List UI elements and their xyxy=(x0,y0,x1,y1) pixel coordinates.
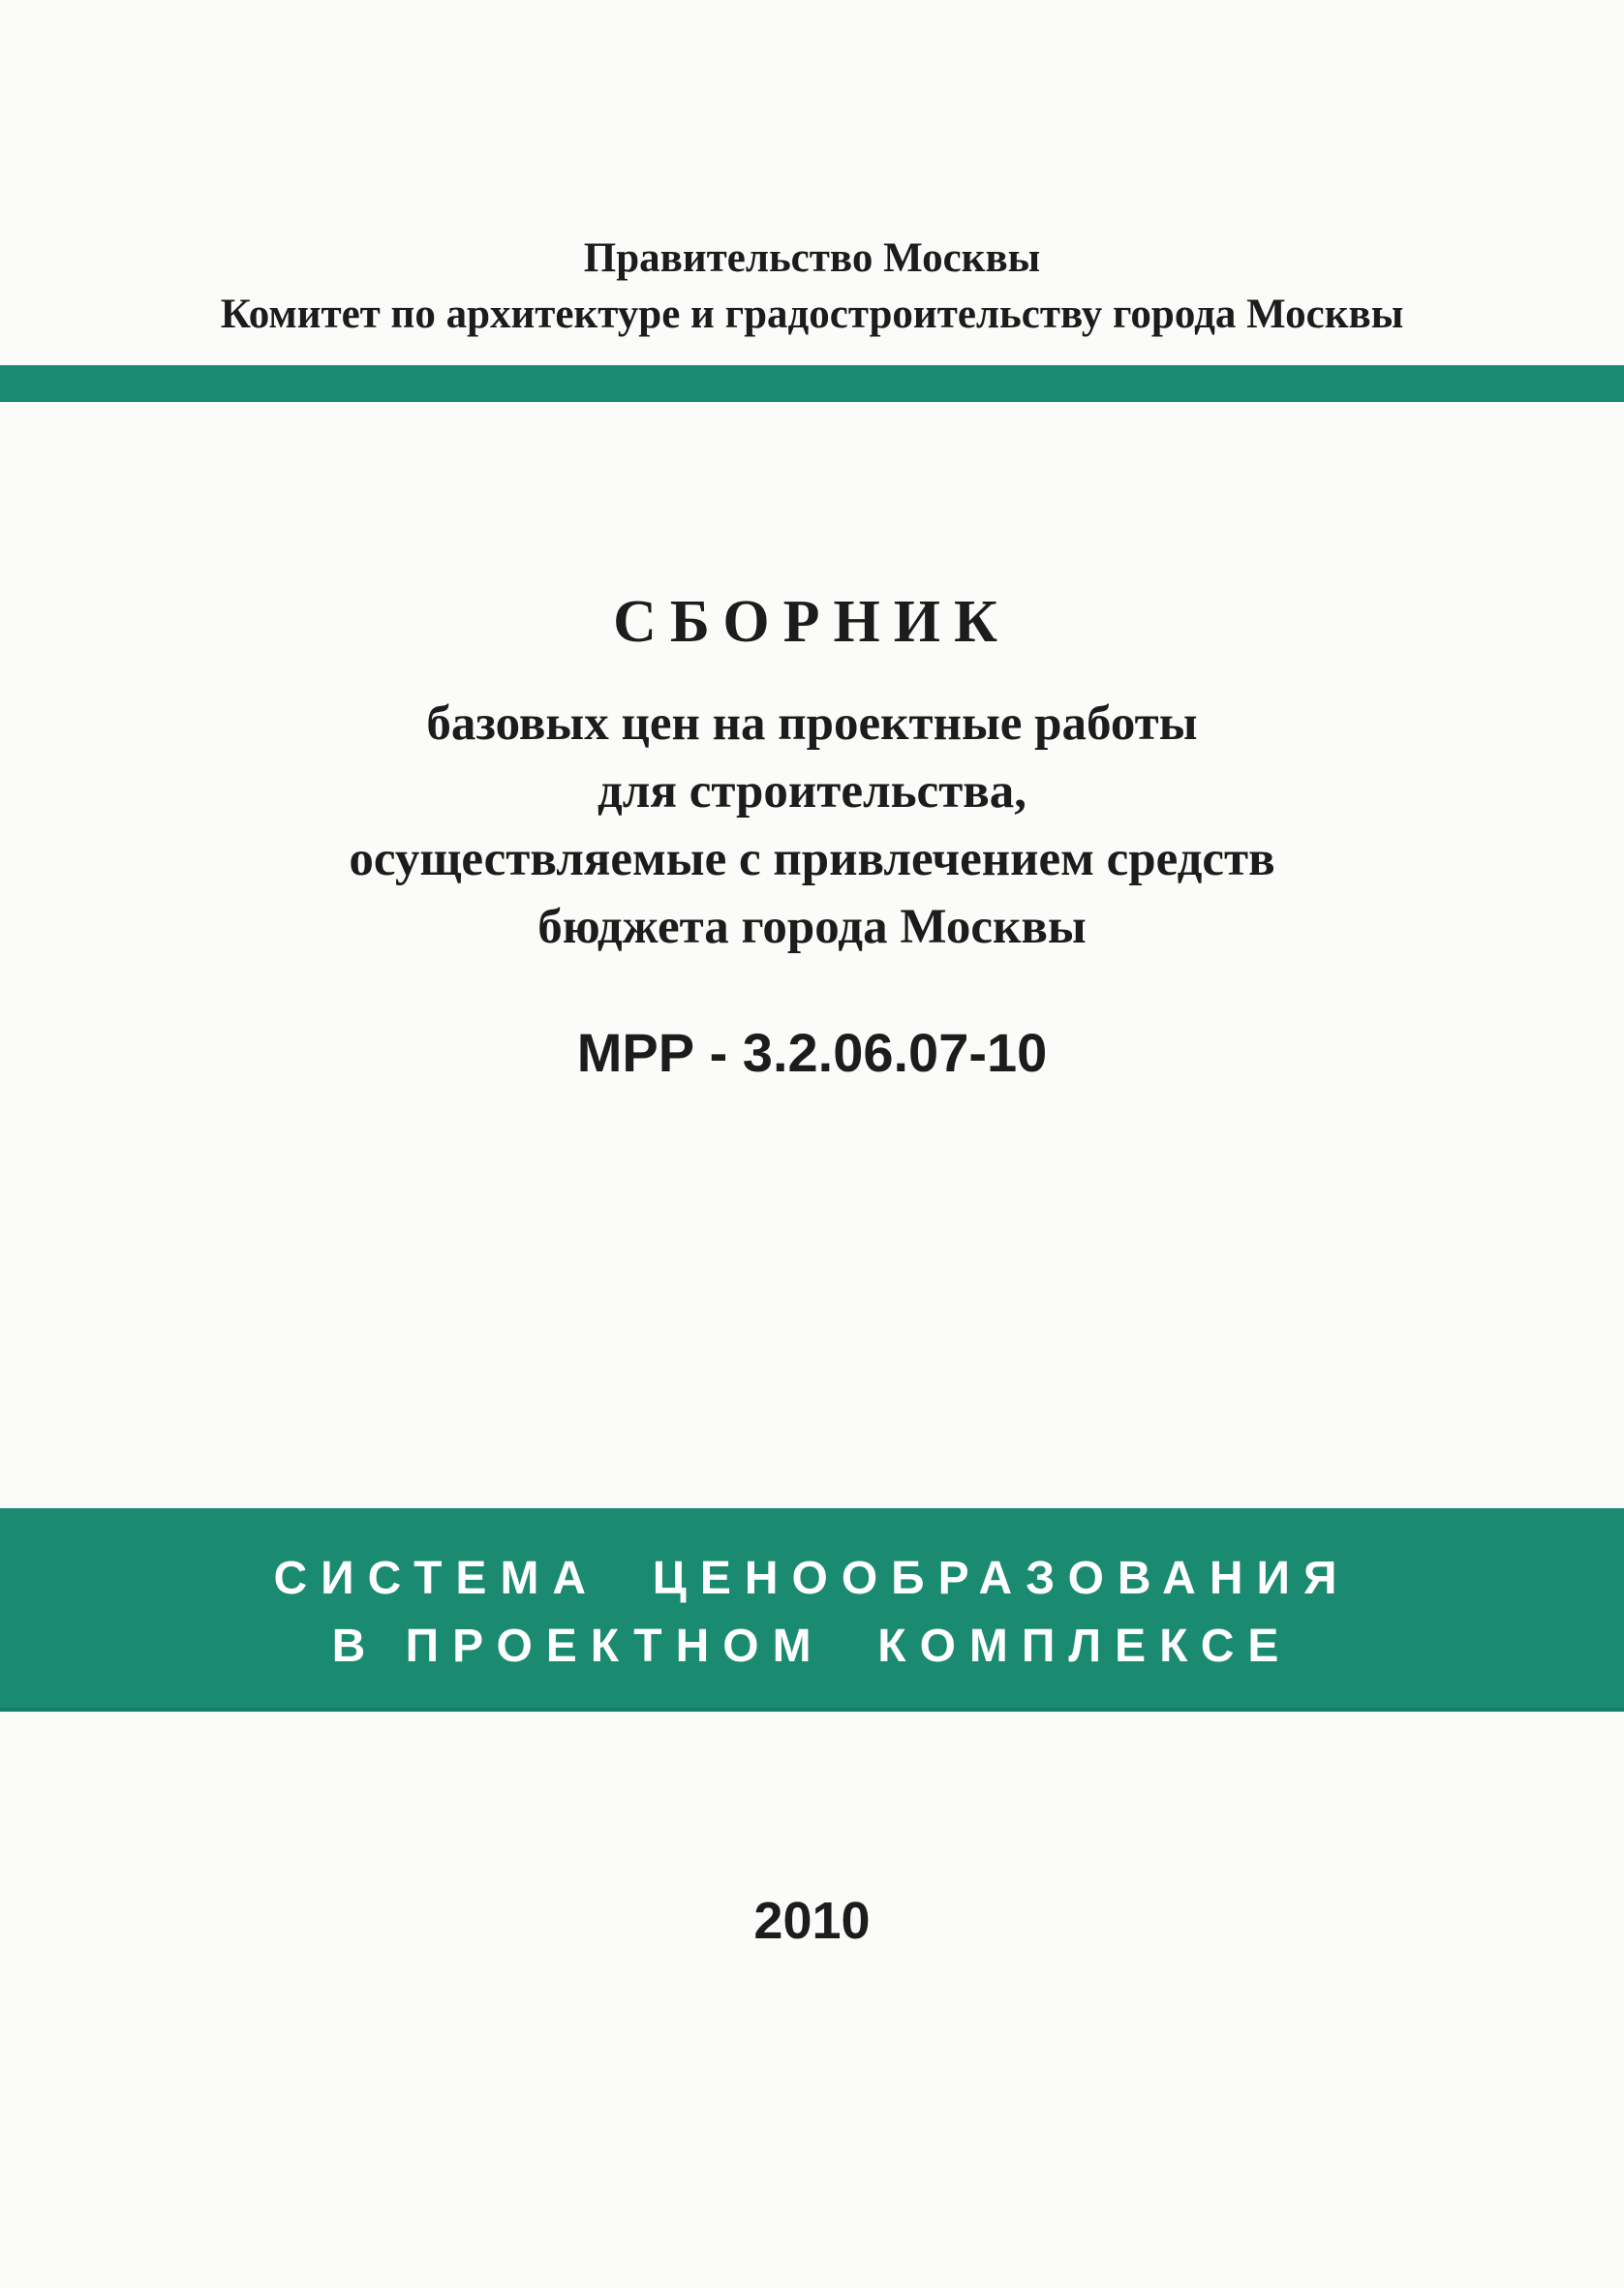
committee-name: Комитет по архитектуре и градостроительству города Москвы xyxy=(220,292,1404,337)
series-title-line2: В ПРОЕКТНОМ КОМПЛЕКСЕ xyxy=(331,1621,1293,1672)
subtitle-line: для строительства, xyxy=(597,764,1027,819)
government-name: Правительство Москвы xyxy=(583,235,1041,281)
publisher-header xyxy=(0,231,1624,343)
document-subtitle xyxy=(0,690,1624,961)
top-green-stripe xyxy=(0,365,1624,402)
subtitle-line: бюджета города Москвы xyxy=(537,900,1087,954)
subtitle-line: базовых цен на проектные работы xyxy=(426,696,1198,751)
series-band xyxy=(0,1508,1624,1712)
document-title: СБОРНИК xyxy=(613,589,1011,655)
document-code: МРР - 3.2.06.07-10 xyxy=(576,1022,1048,1083)
series-title-line1: СИСТЕМА ЦЕНООБРАЗОВАНИЯ xyxy=(273,1553,1351,1604)
subtitle-line: осуществляемые с привлечением средств xyxy=(349,832,1275,886)
publication-year: 2010 xyxy=(753,1892,871,1950)
